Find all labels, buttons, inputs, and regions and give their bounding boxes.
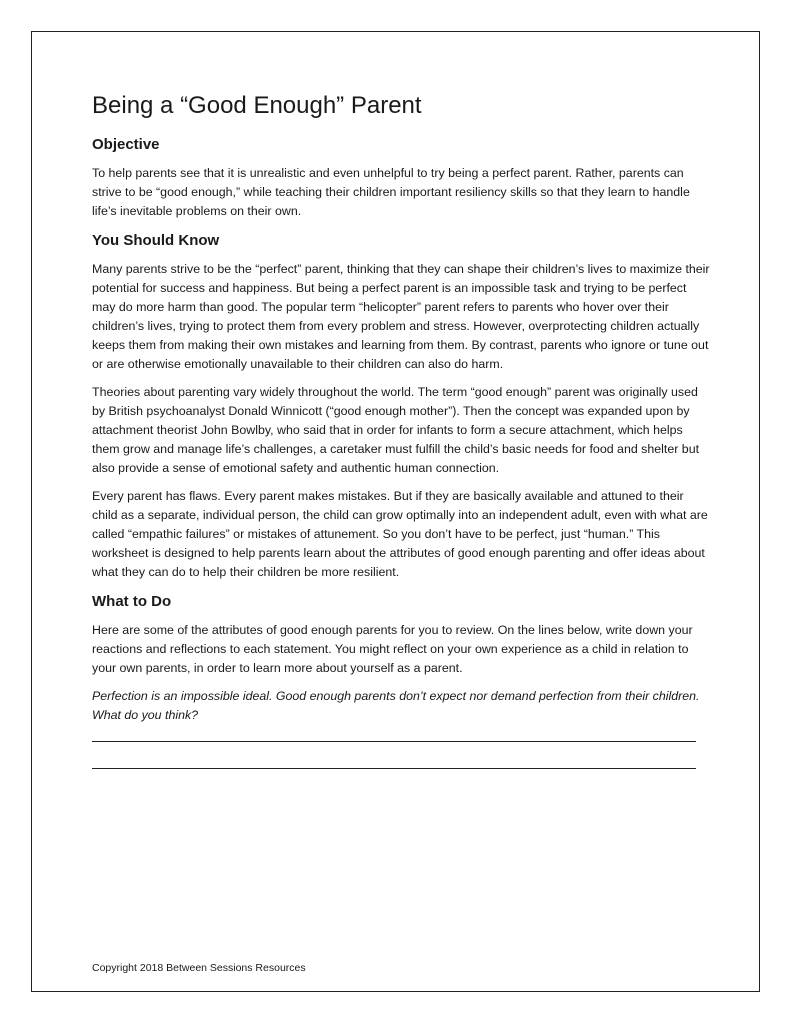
worksheet-content [92,90,712,769]
section-heading-you-should-know: You Should Know [92,232,220,249]
copyright-footer: Copyright 2018 Between Sessions Resources [92,962,306,974]
answer-line-1[interactable] [92,741,696,742]
reflection-prompt: Perfection is an impossible ideal. Good enough parents don’t expect nor demand perfection from their children. What do you think? [92,689,700,722]
you-should-know-paragraph-1: Many parents strive to be the “perfect” parent, thinking that they can shape their children’s lives to maximize their potential for success and happiness. But being a perfect parent is an impossible task and trying to be perfect may do more harm than good. The popular term “helicopter” parent refers to parents who hover over their children’s lives, trying to protect them from every problem and stress. However, overprotecting children actually keeps them from making their own mistakes and learning from them. By contrast, parents who ignore or tune out or are otherwise emotionally unavailable to their children can also do harm. [92,262,710,371]
objective-paragraph: To help parents see that it is unrealistic and even unhelpful to try being a perfect parent. Rather, parents can strive to be “good enough,” while teaching their children important resiliency skills so that they learn to handle life’s inevitable problems on their own. [92,166,690,218]
section-heading-objective: Objective [92,136,160,153]
section-heading-what-to-do: What to Do [92,593,172,610]
what-to-do-paragraph: Here are some of the attributes of good enough parents for you to review. On the lines below, write down your reactions and reflections to each statement. You might reflect on your own experience as a child in relation to your own parents, in order to learn more about yourself as a parent. [92,623,693,675]
page-title: Being a “Good Enough” Parent [92,92,422,119]
you-should-know-paragraph-3: Every parent has flaws. Every parent makes mistakes. But if they are basically available and attuned to their child as a separate, individual person, the child can grow optimally into an independent adult, even with what are called “empathic failures” or mistakes of attunement. So you don’t have to be perfect, just “human.” This worksheet is designed to help parents learn about the attributes of good enough parenting and offer ideas about what they can do to help their children be more resilient. [92,489,708,579]
you-should-know-paragraph-2: Theories about parenting vary widely throughout the world. The term “good enough” parent was originally used by British psychoanalyst Donald Winnicott (“good enough mother”). Then the concept was expanded upon by attachment theorist John Bowlby, who said that in order for infants to form a secure attachment, which helps them grow and manage life’s challenges, a caretaker must fulfill the child’s basic needs for food and shelter but also provide a sense of emotional safety and authentic human connection. [92,385,700,475]
answer-line-2[interactable] [92,768,696,769]
